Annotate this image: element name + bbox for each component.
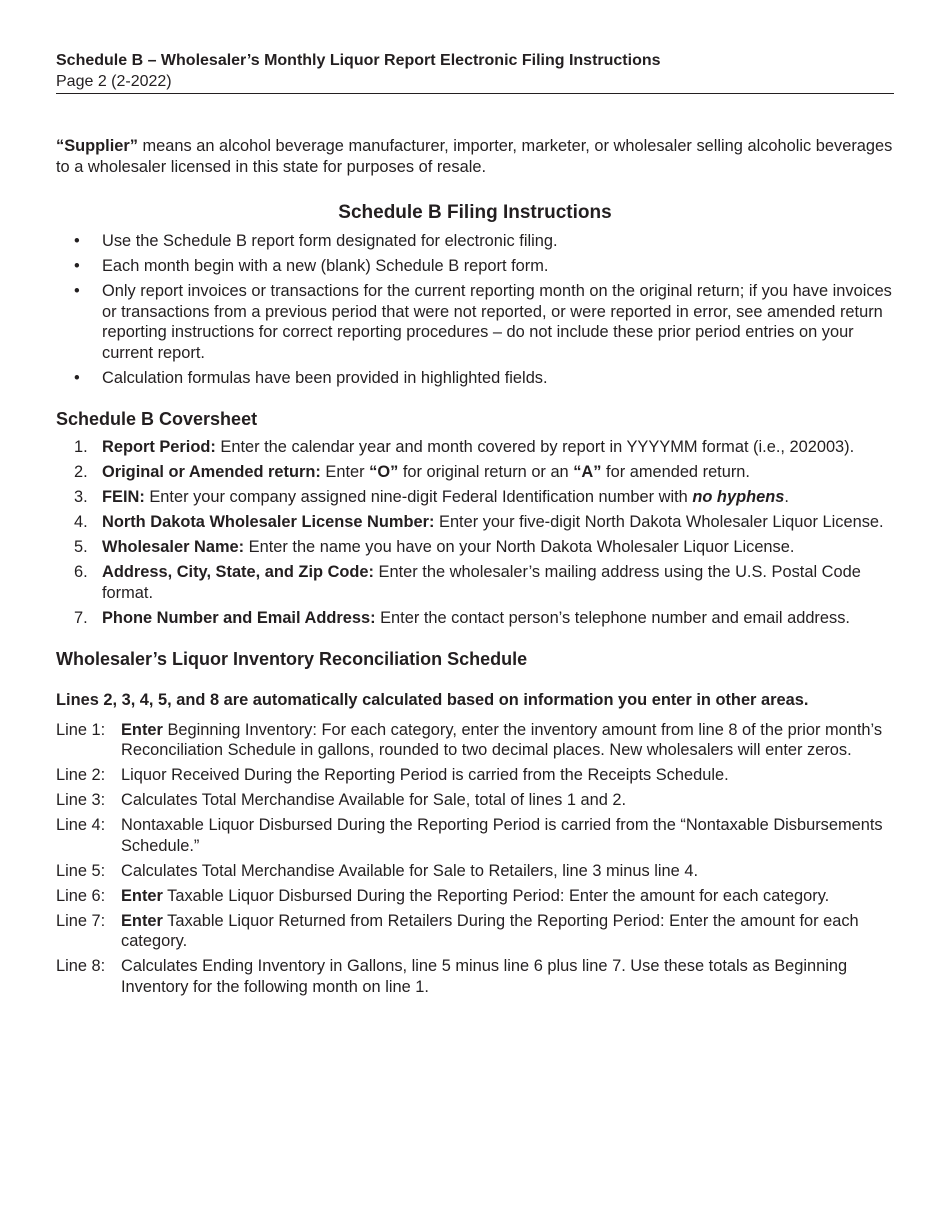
header-divider (56, 93, 894, 94)
list-item (56, 562, 894, 603)
reconciliation-line (56, 886, 894, 907)
item-text: Enter the contact person’s telephone number and email address. (375, 608, 850, 627)
bullet-glyph: • (74, 257, 80, 275)
line-text: Nontaxable Liquor Disbursed During the Reporting Period is carried from the “Nontaxable Disbursements Schedule.” (121, 816, 883, 855)
list-item (56, 281, 894, 363)
line-label: Line 1: (56, 720, 106, 739)
list-item (56, 256, 894, 277)
reconciliation-line (56, 815, 894, 856)
item-label: North Dakota Wholesaler License Number: (102, 513, 435, 531)
line-text: Taxable Liquor Returned from Retailers During the Reporting Period: Enter the amount for each category. (121, 911, 859, 950)
bullet-glyph: • (74, 232, 80, 250)
item-text: . (784, 488, 789, 506)
item-number: 5. (74, 538, 88, 556)
line-text: Liquor Received During the Reporting Period is carried from the Receipts Schedule. (121, 766, 729, 784)
list-item (56, 462, 894, 483)
header-page-number: Page 2 (2-2022) (56, 73, 172, 90)
line-label: Line 7: (56, 911, 106, 930)
reconciliation-line (56, 790, 894, 811)
line-text: Calculates Total Merchandise Available for Sale, total of lines 1 and 2. (121, 791, 627, 809)
item-label: Original or Amended return: (102, 463, 321, 481)
line-text: Beginning Inventory: For each category, enter the inventory amount from line 8 of the prior month’s Reconciliation Schedule in gallons, rounded to two decimal places. New wholesalers will enter zeros. (121, 720, 883, 759)
reconciliation-line (56, 765, 894, 786)
coversheet-heading: Schedule B Coversheet (56, 409, 258, 429)
no-hyphens-emphasis: no hyphens (692, 488, 785, 506)
line-text: Taxable Liquor Disbursed During the Reporting Period: Enter the amount for each category. (162, 886, 830, 905)
item-number: 1. (74, 438, 88, 456)
line-label: Line 6: (56, 886, 106, 905)
reconciliation-line (56, 720, 894, 761)
reconciliation-lines (56, 720, 894, 998)
reconciliation-heading: Wholesaler’s Liquor Inventory Reconciliation Schedule (56, 649, 528, 669)
list-item (56, 537, 894, 558)
item-text: Enter the name you have on your North Dakota Wholesaler Liquor License. (244, 538, 795, 556)
enter-keyword: Enter (121, 886, 163, 905)
original-code: “O” (369, 463, 399, 481)
list-item (56, 231, 894, 252)
auto-calculated-note: Lines 2, 3, 4, 5, and 8 are automatically calculated based on information you enter in other areas. (56, 691, 809, 709)
supplier-term: “Supplier” (56, 137, 138, 155)
list-item (56, 368, 894, 389)
bullet-glyph: • (74, 368, 80, 387)
list-item-text: Calculation formulas have been provided in highlighted fields. (102, 368, 548, 387)
item-label: Phone Number and Email Address: (102, 608, 376, 627)
list-item-text: Each month begin with a new (blank) Schedule B report form. (102, 257, 549, 275)
supplier-definition-text: means an alcohol beverage manufacturer, importer, marketer, or wholesaler selling alcoholic beverages to a wholesaler licensed in this state for purposes of resale. (56, 137, 893, 176)
list-item (56, 608, 894, 629)
list-item (56, 437, 894, 458)
enter-keyword: Enter (121, 911, 163, 930)
filing-instructions-heading: Schedule B Filing Instructions (338, 202, 612, 223)
item-number: 2. (74, 463, 88, 481)
reconciliation-line (56, 956, 894, 997)
document-page (56, 50, 894, 1002)
header-title: Schedule B – Wholesaler’s Monthly Liquor Report Electronic Filing Instructions (56, 52, 661, 69)
item-label: FEIN: (102, 488, 145, 506)
coversheet-list (56, 437, 894, 628)
line-text: Calculates Ending Inventory in Gallons, line 5 minus line 6 plus line 7. Use these totals as Beginning Inventory for the following month on line 1. (121, 957, 848, 996)
item-number: 6. (74, 563, 88, 581)
line-label: Line 5: (56, 861, 106, 880)
item-number: 3. (74, 488, 88, 506)
item-text: Enter your company assigned nine-digit Federal Identification number with (144, 488, 693, 506)
line-label: Line 3: (56, 791, 106, 809)
supplier-definition (56, 136, 894, 177)
page-header (56, 50, 894, 94)
item-label: Report Period: (102, 438, 216, 456)
list-item-text: Use the Schedule B report form designated for electronic filing. (102, 232, 558, 250)
list-item-text: Only report invoices or transactions for the current reporting month on the original return; if you have invoices or transactions from a previous period that were not reported, or were reported in error, see amended return reporting instructions for correct reporting procedures – do not include these prior period entries on your current report. (102, 282, 892, 362)
line-label: Line 2: (56, 766, 106, 784)
list-item (56, 487, 894, 508)
reconciliation-line (56, 911, 894, 952)
enter-keyword: Enter (121, 720, 163, 739)
item-text: Enter (320, 463, 370, 481)
item-text: for amended return. (601, 463, 750, 481)
item-number: 4. (74, 513, 88, 531)
item-label: Wholesaler Name: (102, 538, 245, 556)
list-item (56, 512, 894, 533)
item-text: for original return or an (398, 463, 574, 481)
line-text: Calculates Total Merchandise Available for Sale to Retailers, line 3 minus line 4. (121, 861, 699, 880)
filing-instructions-list (56, 231, 894, 388)
item-text: Enter the wholesaler’s mailing address using the U.S. Postal Code format. (102, 563, 861, 602)
item-text: Enter the calendar year and month covered by report in YYYYMM format (i.e., 202003). (215, 438, 855, 456)
item-label: Address, City, State, and Zip Code: (102, 563, 374, 581)
reconciliation-line (56, 861, 894, 882)
line-label: Line 8: (56, 957, 106, 975)
amended-code: “A” (573, 463, 602, 481)
item-number: 7. (74, 608, 88, 627)
item-text: Enter your five-digit North Dakota Wholesaler Liquor License. (434, 513, 884, 531)
bullet-glyph: • (74, 282, 80, 300)
line-label: Line 4: (56, 816, 106, 834)
